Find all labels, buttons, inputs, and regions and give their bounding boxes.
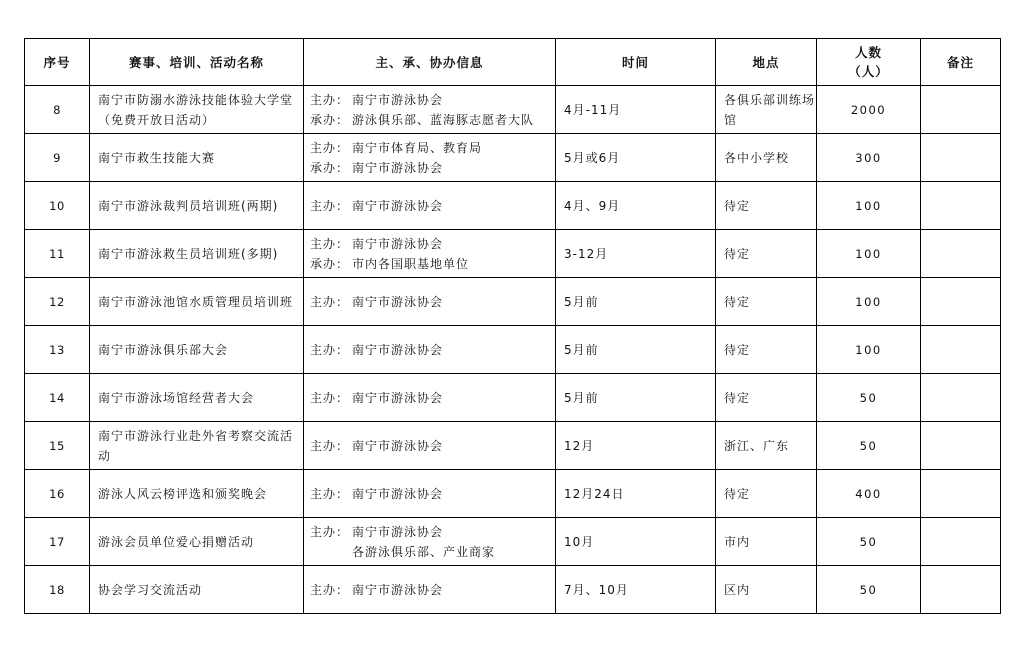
cell-note	[921, 86, 1001, 134]
cell-seq: 17	[25, 518, 90, 566]
cell-count: 400	[817, 470, 921, 518]
organizer-line	[310, 138, 553, 158]
cell-count: 100	[817, 182, 921, 230]
cell-time: 3-12月	[556, 230, 716, 278]
table-row	[25, 518, 1001, 566]
cell-organizers	[304, 422, 556, 470]
cell-time: 4月-11月	[556, 86, 716, 134]
cell-name: 游泳会员单位爱心捐赠活动	[90, 518, 304, 566]
organizer-line	[310, 542, 553, 562]
cell-note	[921, 374, 1001, 422]
organizer-role: 主办：	[310, 342, 350, 357]
cell-place: 区内	[716, 566, 817, 614]
table-row	[25, 278, 1001, 326]
organizer-name: 南宁市游泳协会	[352, 342, 444, 357]
cell-name: 南宁市游泳池馆水质管理员培训班	[90, 278, 304, 326]
cell-time: 5月前	[556, 374, 716, 422]
table-row	[25, 470, 1001, 518]
header-note: 备注	[921, 39, 1001, 86]
header-row	[25, 39, 1001, 86]
cell-seq: 13	[25, 326, 90, 374]
cell-seq: 11	[25, 230, 90, 278]
organizer-line	[310, 196, 553, 216]
header-count	[817, 39, 921, 86]
cell-time: 5月前	[556, 278, 716, 326]
organizer-line	[310, 436, 553, 456]
cell-name: 南宁市游泳救生员培训班(多期)	[90, 230, 304, 278]
cell-count: 50	[817, 422, 921, 470]
cell-seq: 15	[25, 422, 90, 470]
cell-count: 100	[817, 230, 921, 278]
cell-place: 各俱乐部训练场馆	[716, 86, 817, 134]
cell-organizers	[304, 518, 556, 566]
activity-schedule-table-container	[24, 38, 1001, 614]
cell-note	[921, 326, 1001, 374]
cell-seq: 14	[25, 374, 90, 422]
cell-organizers	[304, 374, 556, 422]
table-row	[25, 134, 1001, 182]
organizer-line	[310, 580, 553, 600]
organizer-name: 南宁市游泳协会	[352, 524, 444, 539]
organizer-name: 南宁市游泳协会	[352, 390, 444, 405]
cell-count: 50	[817, 566, 921, 614]
cell-organizers	[304, 470, 556, 518]
cell-seq: 8	[25, 86, 90, 134]
organizer-line	[310, 110, 553, 130]
organizer-role: 承办：	[310, 256, 350, 271]
organizer-name: 各游泳俱乐部、产业商家	[352, 544, 496, 559]
organizer-role: 承办：	[310, 160, 350, 175]
cell-organizers	[304, 86, 556, 134]
organizer-line	[310, 484, 553, 504]
cell-seq: 10	[25, 182, 90, 230]
header-count-line1: 人数	[854, 45, 882, 60]
organizer-name: 游泳俱乐部、蓝海豚志愿者大队	[352, 112, 535, 127]
table-row	[25, 182, 1001, 230]
organizer-line	[310, 340, 553, 360]
cell-place: 待定	[716, 278, 817, 326]
cell-place: 待定	[716, 182, 817, 230]
cell-name: 南宁市游泳裁判员培训班(两期)	[90, 182, 304, 230]
cell-organizers	[304, 566, 556, 614]
cell-time: 10月	[556, 518, 716, 566]
cell-organizers	[304, 326, 556, 374]
cell-count: 50	[817, 374, 921, 422]
organizer-name: 南宁市游泳协会	[352, 236, 444, 251]
table-row	[25, 374, 1001, 422]
cell-note	[921, 230, 1001, 278]
organizer-role: 主办：	[310, 140, 350, 155]
cell-name: 游泳人风云榜评选和颁奖晚会	[90, 470, 304, 518]
cell-note	[921, 470, 1001, 518]
cell-name: 南宁市游泳场馆经营者大会	[90, 374, 304, 422]
table-row	[25, 230, 1001, 278]
cell-place: 待定	[716, 326, 817, 374]
organizer-name: 南宁市游泳协会	[352, 486, 444, 501]
cell-count: 100	[817, 326, 921, 374]
cell-time: 4月、9月	[556, 182, 716, 230]
organizer-name: 南宁市体育局、教育局	[352, 140, 483, 155]
organizer-role: 主办：	[310, 524, 350, 539]
cell-time: 7月、10月	[556, 566, 716, 614]
cell-count: 100	[817, 278, 921, 326]
organizer-line	[310, 234, 553, 254]
organizer-name: 南宁市游泳协会	[352, 582, 444, 597]
cell-name: 协会学习交流活动	[90, 566, 304, 614]
cell-count: 300	[817, 134, 921, 182]
organizer-line	[310, 292, 553, 312]
organizer-role: 主办：	[310, 582, 350, 597]
organizer-role: 主办：	[310, 198, 350, 213]
cell-organizers	[304, 134, 556, 182]
cell-name: 南宁市游泳行业赴外省考察交流活动	[90, 422, 304, 470]
organizer-name: 南宁市游泳协会	[352, 294, 444, 309]
cell-name: 南宁市防溺水游泳技能体验大学堂（免费开放日活动）	[90, 86, 304, 134]
organizer-line	[310, 388, 553, 408]
organizer-line	[310, 522, 553, 542]
cell-place: 待定	[716, 374, 817, 422]
cell-time: 5月或6月	[556, 134, 716, 182]
organizer-role: 主办：	[310, 438, 350, 453]
header-time: 时间	[556, 39, 716, 86]
cell-place: 待定	[716, 230, 817, 278]
table-row	[25, 326, 1001, 374]
cell-note	[921, 566, 1001, 614]
cell-name: 南宁市救生技能大赛	[90, 134, 304, 182]
header-name: 赛事、培训、活动名称	[90, 39, 304, 86]
organizer-role: 主办：	[310, 390, 350, 405]
cell-note	[921, 182, 1001, 230]
cell-seq: 12	[25, 278, 90, 326]
organizer-name: 南宁市游泳协会	[352, 198, 444, 213]
cell-note	[921, 518, 1001, 566]
cell-organizers	[304, 278, 556, 326]
header-count-line2: （人）	[848, 64, 889, 79]
table-body	[25, 86, 1001, 614]
header-organizers: 主、承、协办信息	[304, 39, 556, 86]
cell-seq: 18	[25, 566, 90, 614]
organizer-name: 市内各国职基地单位	[352, 256, 470, 271]
organizer-role: 主办：	[310, 486, 350, 501]
organizer-role: 承办：	[310, 112, 350, 127]
cell-place: 待定	[716, 470, 817, 518]
cell-note	[921, 278, 1001, 326]
organizer-role: 主办：	[310, 294, 350, 309]
cell-place: 市内	[716, 518, 817, 566]
organizer-role: 主办：	[310, 236, 350, 251]
cell-count: 50	[817, 518, 921, 566]
cell-seq: 9	[25, 134, 90, 182]
cell-count: 2000	[817, 86, 921, 134]
organizer-line	[310, 90, 553, 110]
cell-name: 南宁市游泳俱乐部大会	[90, 326, 304, 374]
organizer-line	[310, 254, 553, 274]
organizer-name: 南宁市游泳协会	[352, 160, 444, 175]
cell-note	[921, 134, 1001, 182]
organizer-name: 南宁市游泳协会	[352, 92, 444, 107]
table-row	[25, 86, 1001, 134]
table-row	[25, 422, 1001, 470]
organizer-line	[310, 158, 553, 178]
header-seq: 序号	[25, 39, 90, 86]
cell-seq: 16	[25, 470, 90, 518]
table-row	[25, 566, 1001, 614]
cell-organizers	[304, 230, 556, 278]
organizer-name: 南宁市游泳协会	[352, 438, 444, 453]
header-place: 地点	[716, 39, 817, 86]
cell-time: 5月前	[556, 326, 716, 374]
cell-time: 12月24日	[556, 470, 716, 518]
cell-note	[921, 422, 1001, 470]
cell-time: 12月	[556, 422, 716, 470]
organizer-role: 主办：	[310, 92, 350, 107]
cell-place: 各中小学校	[716, 134, 817, 182]
activity-schedule-table	[24, 38, 1001, 614]
cell-place: 浙江、广东	[716, 422, 817, 470]
cell-organizers	[304, 182, 556, 230]
